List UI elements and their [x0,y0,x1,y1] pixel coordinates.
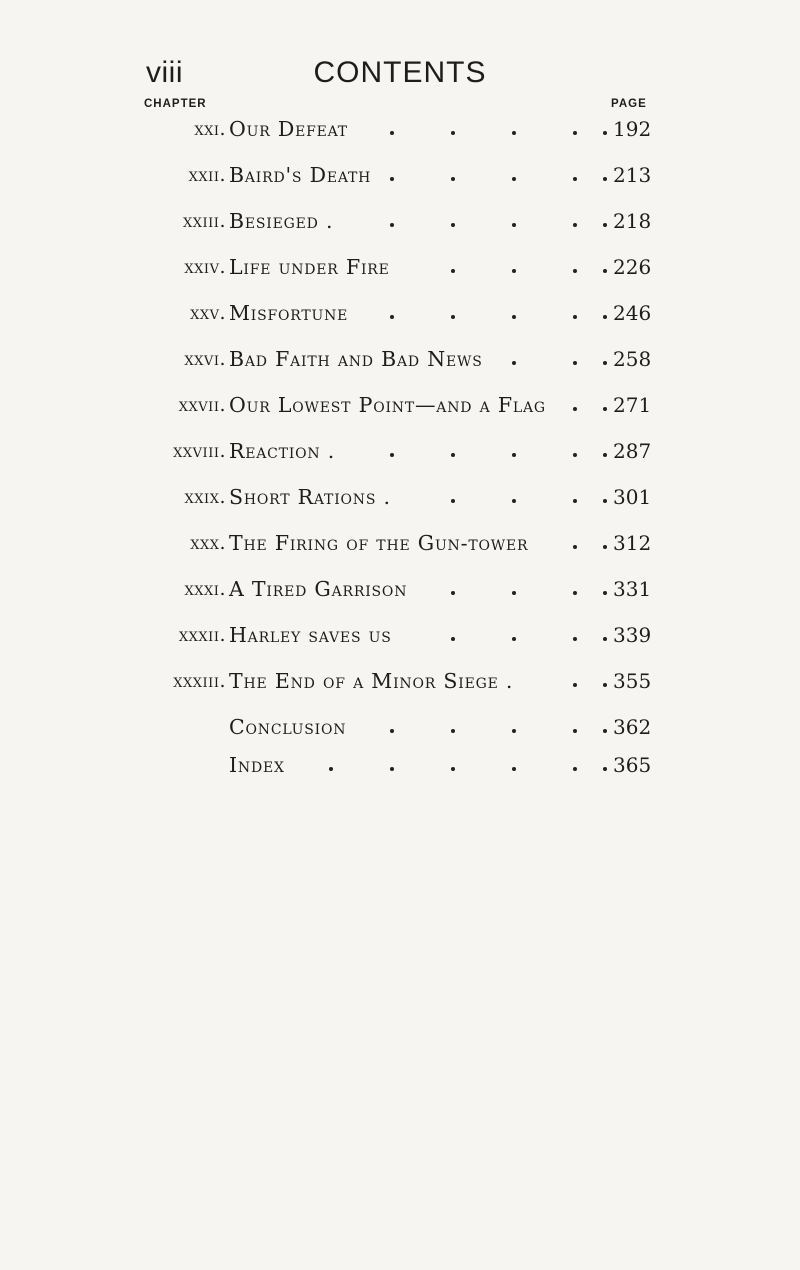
chapter-title: Conclusion [229,715,347,739]
leader-dot [512,637,516,641]
leader-dots [0,574,800,604]
leader-dot [573,269,577,273]
leader-dot [451,591,455,595]
toc-entry [0,160,800,200]
leader-dot [603,729,607,733]
toc-entry [0,390,800,430]
leader-dot [390,315,394,319]
page-reference: 192 [613,117,652,141]
leader-dot [512,453,516,457]
page-reference: 339 [613,623,652,647]
leader-dot [451,223,455,227]
leader-dot [512,591,516,595]
chapter-title: Bad Faith and Bad News [229,347,483,371]
leader-dot [573,729,577,733]
leader-dot [573,407,577,411]
leader-dot [512,361,516,365]
leader-dot [451,729,455,733]
leader-dots [0,436,800,466]
leader-dots [0,482,800,512]
page-reference: 226 [613,255,652,279]
toc-entry [0,666,800,706]
chapter-number: xxv. [190,302,226,324]
page-reference: 365 [613,753,652,777]
leader-dots [0,344,800,374]
leader-dot [512,269,516,273]
toc-entry [0,528,800,568]
page-reference: 213 [613,163,652,187]
chapter-title: Life under Fire [229,255,390,279]
page-reference: 312 [613,531,652,555]
chapter-title: Harley saves us [229,623,392,647]
page-reference: 355 [613,669,652,693]
leader-dot [451,269,455,273]
leader-dot [573,453,577,457]
leader-dot [603,767,607,771]
leader-dot [451,177,455,181]
chapter-title: Our Lowest Point—and a Flag [229,393,546,417]
page-reference: 331 [613,577,652,601]
chapter-title: Misfortune [229,301,349,325]
leader-dot [603,453,607,457]
chapter-title: The End of a Minor Siege . [229,669,514,693]
chapter-number: xxviii. [173,440,226,462]
chapter-title: The Firing of the Gun-tower [229,531,529,555]
page-reference: 246 [613,301,652,325]
chapter-column-heading: CHAPTER [144,98,207,110]
leader-dot [390,453,394,457]
leader-dot [573,131,577,135]
leader-dots [0,620,800,650]
chapter-number: xxiii. [183,210,226,232]
toc-entry [0,114,800,154]
leader-dot [603,177,607,181]
page-reference: 362 [613,715,652,739]
leader-dots [0,528,800,558]
leader-dot [451,637,455,641]
leader-dot [603,269,607,273]
page-reference: 287 [613,439,652,463]
leader-dot [390,767,394,771]
leader-dots [0,252,800,282]
leader-dot [603,131,607,135]
leader-dot [512,177,516,181]
toc-entry [0,298,800,338]
chapter-number: xxii. [188,164,226,186]
chapter-title: A Tired Garrison [229,577,408,601]
leader-dot [573,499,577,503]
chapter-number: xxvi. [184,348,226,370]
leader-dot [512,131,516,135]
leader-dot [512,315,516,319]
chapter-number: xxxii. [178,624,226,646]
page-reference: 218 [613,209,652,233]
leader-dot [512,499,516,503]
leader-dot [573,223,577,227]
toc-entry [0,620,800,660]
leader-dot [573,177,577,181]
leader-dot [603,683,607,687]
leader-dot [603,361,607,365]
leader-dot [390,729,394,733]
leader-dots [0,390,800,420]
leader-dot [573,637,577,641]
chapter-number: xxxi. [184,578,226,600]
leader-dot [573,361,577,365]
leader-dot [390,223,394,227]
toc-entry [0,344,800,384]
chapter-number: xxi. [194,118,226,140]
leader-dot [390,131,394,135]
leader-dots [0,114,800,144]
leader-dot [512,767,516,771]
leader-dots [0,666,800,696]
leader-dot [390,177,394,181]
leader-dots [0,206,800,236]
chapter-title: Short Rations . [229,485,391,509]
page-reference: 258 [613,347,652,371]
leader-dot [329,767,333,771]
leader-dot [603,223,607,227]
leader-dot [573,545,577,549]
chapter-number: xxix. [184,486,226,508]
toc-entry [0,574,800,614]
chapter-number: xxxiii. [173,670,226,692]
toc-entry [0,436,800,476]
leader-dots [0,298,800,328]
page-reference: 271 [613,393,652,417]
toc-entry [0,750,800,790]
leader-dot [603,315,607,319]
chapter-title: Baird's Death [229,163,372,187]
chapter-number: xxiv. [184,256,226,278]
page-number: viii [146,56,183,89]
leader-dot [451,131,455,135]
chapter-number: xxx. [190,532,226,554]
leader-dot [573,767,577,771]
toc-entry [0,206,800,246]
page-reference: 301 [613,485,652,509]
leader-dot [603,637,607,641]
running-title: CONTENTS [313,56,487,89]
chapter-title: Index [229,753,285,777]
leader-dot [573,315,577,319]
leader-dot [573,591,577,595]
leader-dots [0,712,800,742]
toc-entry [0,482,800,522]
leader-dot [573,683,577,687]
leader-dot [451,453,455,457]
leader-dot [451,499,455,503]
leader-dot [451,315,455,319]
toc-entry [0,252,800,292]
leader-dot [603,591,607,595]
leader-dot [603,407,607,411]
page-header [0,56,800,96]
leader-dot [603,499,607,503]
chapter-title: Reaction . [229,439,336,463]
leader-dot [451,767,455,771]
chapter-number: xxvii. [178,394,226,416]
leader-dot [512,729,516,733]
chapter-title: Our Defeat [229,117,348,141]
page-column-heading: PAGE [611,98,647,110]
leader-dot [603,545,607,549]
leader-dot [512,223,516,227]
leader-dots [0,160,800,190]
chapter-title: Besieged . [229,209,334,233]
toc-entry [0,712,800,752]
leader-dots [0,750,800,780]
